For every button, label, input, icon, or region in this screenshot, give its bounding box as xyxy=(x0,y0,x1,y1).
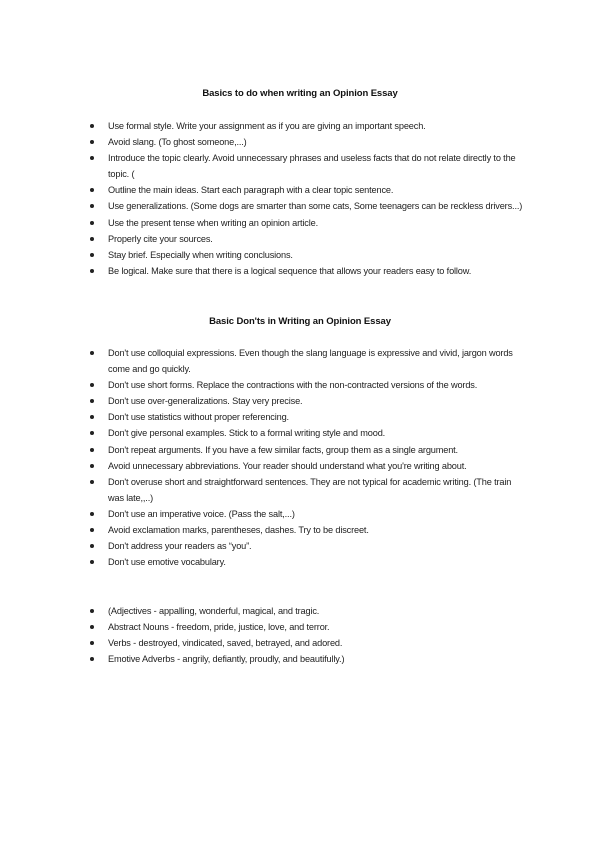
list-item: Don't use colloquial expressions. Even though the slang language is expressive and vivid, jargon words come and go quickly. xyxy=(108,345,528,377)
emotive-examples-list xyxy=(108,603,528,667)
list-item: Use the present tense when writing an opinion article. xyxy=(108,215,528,231)
list-item: Use formal style. Write your assignment as if you are giving an important speech. xyxy=(108,118,528,134)
do-list xyxy=(108,118,528,279)
list-item: Properly cite your sources. xyxy=(108,231,528,247)
list-item: (Adjectives - appalling, wonderful, magical, and tragic. xyxy=(108,603,528,619)
list-item: Don't give personal examples. Stick to a formal writing style and mood. xyxy=(108,425,528,441)
list-item: Emotive Adverbs - angrily, defiantly, proudly, and beautifully.) xyxy=(108,651,528,667)
list-item: Avoid unnecessary abbreviations. Your reader should understand what you're writing about. xyxy=(108,458,528,474)
list-item: Be logical. Make sure that there is a logical sequence that allows your readers easy to follow. xyxy=(108,263,528,279)
list-item: Don't use short forms. Replace the contractions with the non-contracted versions of the words. xyxy=(108,377,528,393)
dont-section-title: Basic Don'ts in Writing an Opinion Essay xyxy=(209,316,391,327)
list-item: Stay brief. Especially when writing conclusions. xyxy=(108,247,528,263)
list-item: Don't use an imperative voice. (Pass the salt,...) xyxy=(108,506,528,522)
list-item: Don't use statistics without proper referencing. xyxy=(108,409,528,425)
list-item: Abstract Nouns - freedom, pride, justice, love, and terror. xyxy=(108,619,528,635)
list-item: Avoid slang. (To ghost someone,...) xyxy=(108,134,528,150)
list-item: Don't use emotive vocabulary. xyxy=(108,554,528,570)
do-section-title: Basics to do when writing an Opinion Essay xyxy=(202,88,398,99)
dont-list xyxy=(108,345,528,570)
list-item: Use generalizations. (Some dogs are smarter than some cats, Some teenagers can be reckless drivers...) xyxy=(108,198,528,214)
list-item: Don't repeat arguments. If you have a few similar facts, group them as a single argument. xyxy=(108,442,528,458)
list-item: Don't overuse short and straightforward sentences. They are not typical for academic writing. (The train was late,,..) xyxy=(108,474,528,506)
list-item: Don't use over-generalizations. Stay very precise. xyxy=(108,393,528,409)
list-item: Introduce the topic clearly. Avoid unnecessary phrases and useless facts that do not relate directly to the topic. ( xyxy=(108,150,528,182)
list-item: Avoid exclamation marks, parentheses, dashes. Try to be discreet. xyxy=(108,522,528,538)
list-item: Outline the main ideas. Start each paragraph with a clear topic sentence. xyxy=(108,182,528,198)
list-item: Verbs - destroyed, vindicated, saved, betrayed, and adored. xyxy=(108,635,528,651)
list-item: Don't address your readers as “you”. xyxy=(108,538,528,554)
